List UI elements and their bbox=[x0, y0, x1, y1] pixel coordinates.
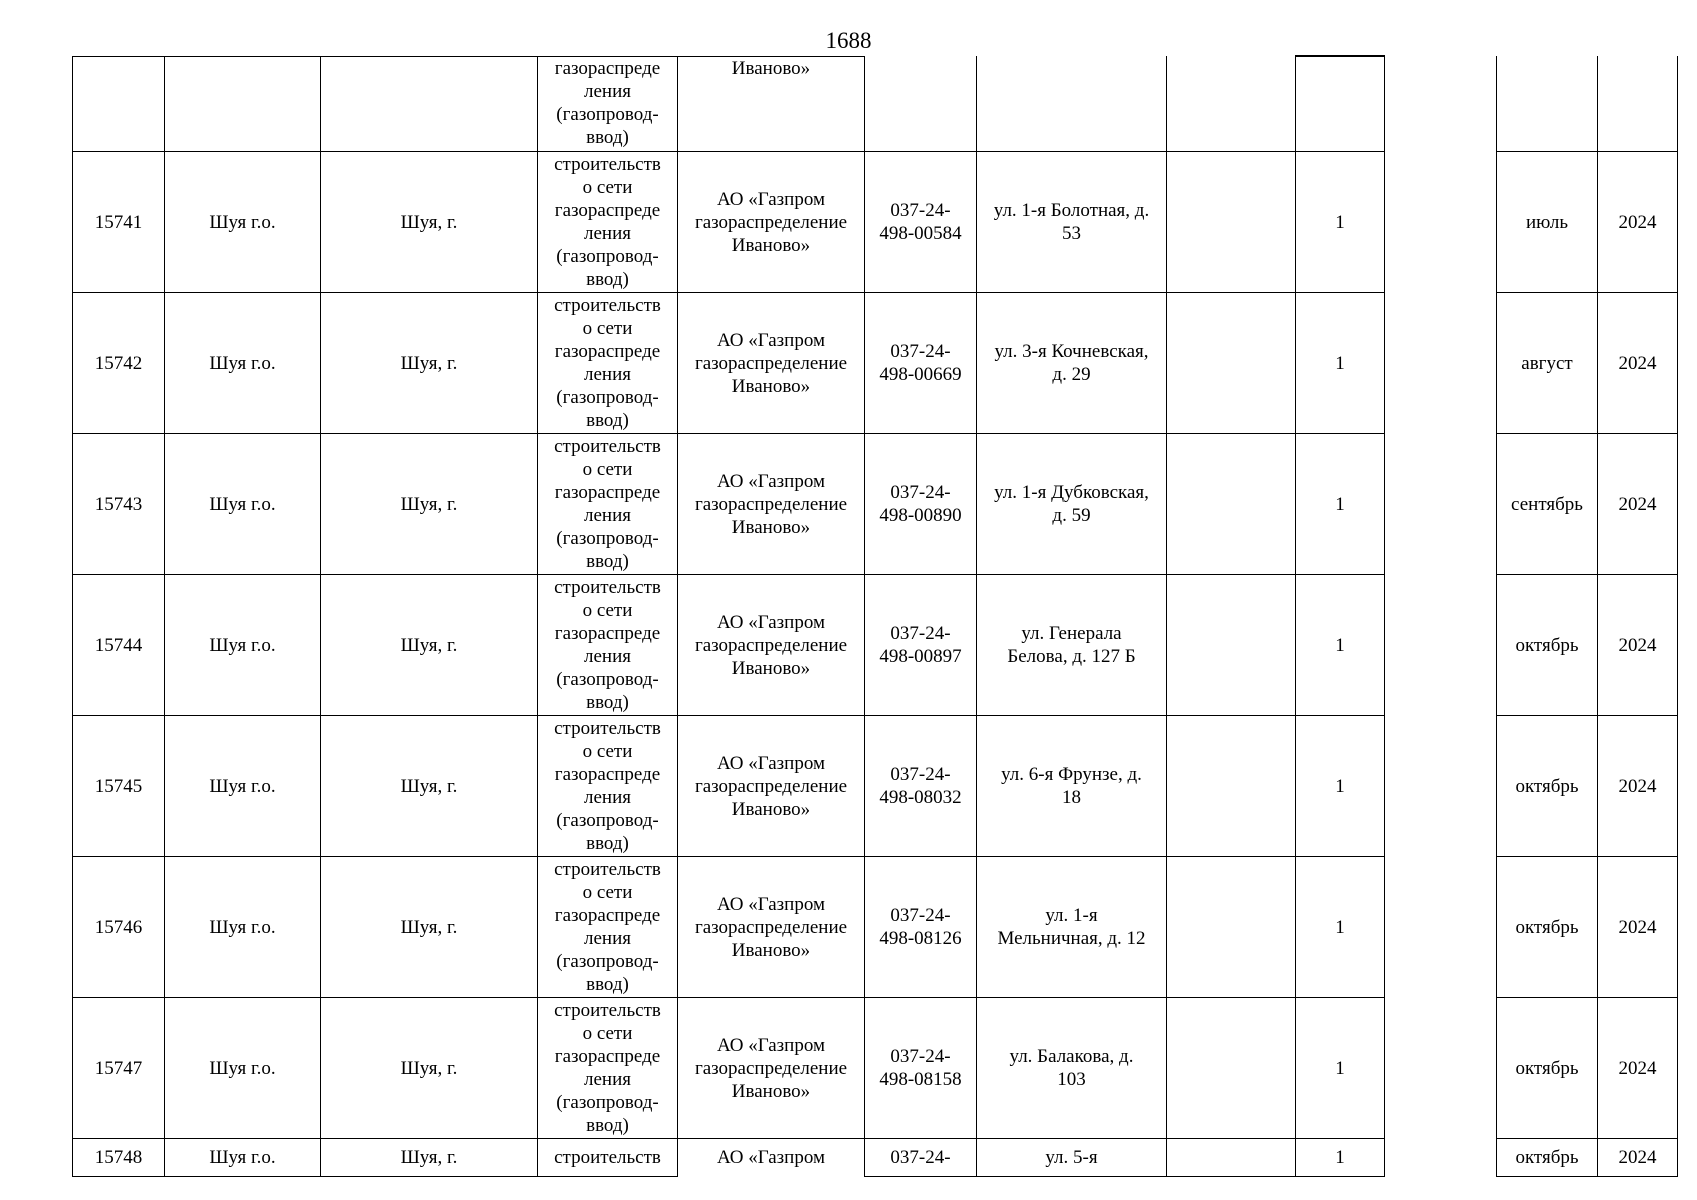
cell-quantity: 1 bbox=[1296, 575, 1385, 716]
cell-district: Шуя г.о. bbox=[165, 857, 321, 998]
cell-district bbox=[165, 56, 321, 152]
cell-number: 15748 bbox=[73, 1139, 165, 1177]
cell-number: 15742 bbox=[73, 293, 165, 434]
cell-quantity: 1 bbox=[1296, 1139, 1385, 1177]
cell-code: 037-24- 498-08032 bbox=[865, 716, 977, 857]
cell-year bbox=[1598, 56, 1678, 152]
cell-blank bbox=[1385, 716, 1497, 857]
table-row bbox=[73, 857, 1678, 998]
cell-quantity: 1 bbox=[1296, 857, 1385, 998]
cell-address: ул. 3-я Кочневская, д. 29 bbox=[977, 293, 1167, 434]
cell-month: октябрь bbox=[1497, 575, 1598, 716]
cell-number: 15746 bbox=[73, 857, 165, 998]
cell-city: Шуя, г. bbox=[321, 716, 538, 857]
cell-address: ул. 1-я Мельничная, д. 12 bbox=[977, 857, 1167, 998]
cell-city: Шуя, г. bbox=[321, 434, 538, 575]
cell-blank bbox=[1385, 293, 1497, 434]
cell-number: 15744 bbox=[73, 575, 165, 716]
cell-year: 2024 bbox=[1598, 434, 1678, 575]
cell-number: 15745 bbox=[73, 716, 165, 857]
cell-blank bbox=[1385, 998, 1497, 1139]
cell-blank bbox=[1385, 434, 1497, 575]
cell-month: октябрь bbox=[1497, 1139, 1598, 1177]
cell-quantity: 1 bbox=[1296, 716, 1385, 857]
cell-blank bbox=[1385, 56, 1497, 152]
cell-district: Шуя г.о. bbox=[165, 1139, 321, 1177]
cell-district: Шуя г.о. bbox=[165, 575, 321, 716]
cell-code: 037-24- bbox=[865, 1139, 977, 1177]
cell-address: ул. 1-я Дубковская, д. 59 bbox=[977, 434, 1167, 575]
cell-city: Шуя, г. bbox=[321, 1139, 538, 1177]
cell-year: 2024 bbox=[1598, 857, 1678, 998]
cell-month: октябрь bbox=[1497, 998, 1598, 1139]
cell-work-type: строительств о сети газораспреде ления (газопровод- ввод) bbox=[538, 857, 678, 998]
cell-extra bbox=[1167, 293, 1296, 434]
table-row-partial bbox=[73, 1139, 1678, 1177]
cell-work-type: строительств о сети газораспреде ления (газопровод- ввод) bbox=[538, 152, 678, 293]
cell-year: 2024 bbox=[1598, 293, 1678, 434]
table-body bbox=[73, 56, 1678, 1177]
cell-work-type: строительств о сети газораспреде ления (газопровод- ввод) bbox=[538, 998, 678, 1139]
table-row bbox=[73, 434, 1678, 575]
cell-month: сентябрь bbox=[1497, 434, 1598, 575]
cell-address: ул. 5-я bbox=[977, 1139, 1167, 1177]
cell-blank bbox=[1385, 575, 1497, 716]
cell-extra bbox=[1167, 716, 1296, 857]
cell-city: Шуя, г. bbox=[321, 998, 538, 1139]
cell-quantity: 1 bbox=[1296, 152, 1385, 293]
table-row bbox=[73, 998, 1678, 1139]
cell-city bbox=[321, 56, 538, 152]
cell-address: ул. 6-я Фрунзе, д. 18 bbox=[977, 716, 1167, 857]
cell-month bbox=[1497, 56, 1598, 152]
cell-code bbox=[865, 56, 977, 152]
cell-code: 037-24- 498-00897 bbox=[865, 575, 977, 716]
cell-number bbox=[73, 56, 165, 152]
cell-year: 2024 bbox=[1598, 152, 1678, 293]
cell-month: август bbox=[1497, 293, 1598, 434]
cell-district: Шуя г.о. bbox=[165, 716, 321, 857]
cell-month: июль bbox=[1497, 152, 1598, 293]
cell-code: 037-24- 498-00890 bbox=[865, 434, 977, 575]
cell-year: 2024 bbox=[1598, 998, 1678, 1139]
page-number: 1688 bbox=[825, 28, 872, 53]
cell-work-type: газораспреде ления (газопровод- ввод) bbox=[538, 56, 678, 152]
cell-extra bbox=[1167, 857, 1296, 998]
cell-organization: АО «Газпром газораспределение Иваново» bbox=[678, 998, 865, 1139]
cell-blank bbox=[1385, 1139, 1497, 1177]
cell-year: 2024 bbox=[1598, 575, 1678, 716]
cell-code: 037-24- 498-08158 bbox=[865, 998, 977, 1139]
cell-year: 2024 bbox=[1598, 1139, 1678, 1177]
cell-work-type: строительств о сети газораспреде ления (газопровод- ввод) bbox=[538, 716, 678, 857]
cell-organization: АО «Газпром газораспределение Иваново» bbox=[678, 293, 865, 434]
cell-organization: АО «Газпром газораспределение Иваново» bbox=[678, 434, 865, 575]
cell-work-type: строительств о сети газораспреде ления (газопровод- ввод) bbox=[538, 293, 678, 434]
cell-city: Шуя, г. bbox=[321, 857, 538, 998]
cell-number: 15743 bbox=[73, 434, 165, 575]
cell-code: 037-24- 498-08126 bbox=[865, 857, 977, 998]
cell-district: Шуя г.о. bbox=[165, 998, 321, 1139]
cell-number: 15741 bbox=[73, 152, 165, 293]
cell-extra bbox=[1167, 575, 1296, 716]
cell-organization: АО «Газпром bbox=[678, 1139, 865, 1177]
table-row bbox=[73, 716, 1678, 857]
cell-blank bbox=[1385, 857, 1497, 998]
cell-extra bbox=[1167, 152, 1296, 293]
cell-address bbox=[977, 56, 1167, 152]
table-row bbox=[73, 152, 1678, 293]
cell-year: 2024 bbox=[1598, 716, 1678, 857]
cell-code: 037-24- 498-00669 bbox=[865, 293, 977, 434]
cell-district: Шуя г.о. bbox=[165, 293, 321, 434]
cell-work-type: строительств о сети газораспреде ления (газопровод- ввод) bbox=[538, 434, 678, 575]
cell-code: 037-24- 498-00584 bbox=[865, 152, 977, 293]
cell-quantity: 1 bbox=[1296, 998, 1385, 1139]
cell-address: ул. Балакова, д. 103 bbox=[977, 998, 1167, 1139]
cell-organization: Иваново» bbox=[678, 56, 865, 152]
cell-organization: АО «Газпром газораспределение Иваново» bbox=[678, 857, 865, 998]
cell-organization: АО «Газпром газораспределение Иваново» bbox=[678, 152, 865, 293]
cell-city: Шуя, г. bbox=[321, 575, 538, 716]
cell-city: Шуя, г. bbox=[321, 293, 538, 434]
cell-quantity: 1 bbox=[1296, 293, 1385, 434]
cell-extra bbox=[1167, 1139, 1296, 1177]
cell-work-type: строительств о сети газораспреде ления (газопровод- ввод) bbox=[538, 575, 678, 716]
cell-organization: АО «Газпром газораспределение Иваново» bbox=[678, 575, 865, 716]
cell-district: Шуя г.о. bbox=[165, 152, 321, 293]
cell-organization: АО «Газпром газораспределение Иваново» bbox=[678, 716, 865, 857]
cell-quantity: 1 bbox=[1296, 434, 1385, 575]
cell-month: октябрь bbox=[1497, 857, 1598, 998]
cell-blank bbox=[1385, 152, 1497, 293]
cell-work-type: строительств bbox=[538, 1139, 678, 1177]
cell-district: Шуя г.о. bbox=[165, 434, 321, 575]
cell-city: Шуя, г. bbox=[321, 152, 538, 293]
cell-extra bbox=[1167, 434, 1296, 575]
cell-number: 15747 bbox=[73, 998, 165, 1139]
cell-extra bbox=[1167, 998, 1296, 1139]
cell-extra bbox=[1167, 56, 1296, 152]
continuation-row bbox=[73, 56, 1678, 152]
cell-quantity bbox=[1296, 56, 1385, 152]
cell-month: октябрь bbox=[1497, 716, 1598, 857]
table-row bbox=[73, 575, 1678, 716]
gas-network-table bbox=[72, 55, 1678, 1177]
cell-address: ул. Генерала Белова, д. 127 Б bbox=[977, 575, 1167, 716]
table-row bbox=[73, 293, 1678, 434]
cell-address: ул. 1-я Болотная, д. 53 bbox=[977, 152, 1167, 293]
